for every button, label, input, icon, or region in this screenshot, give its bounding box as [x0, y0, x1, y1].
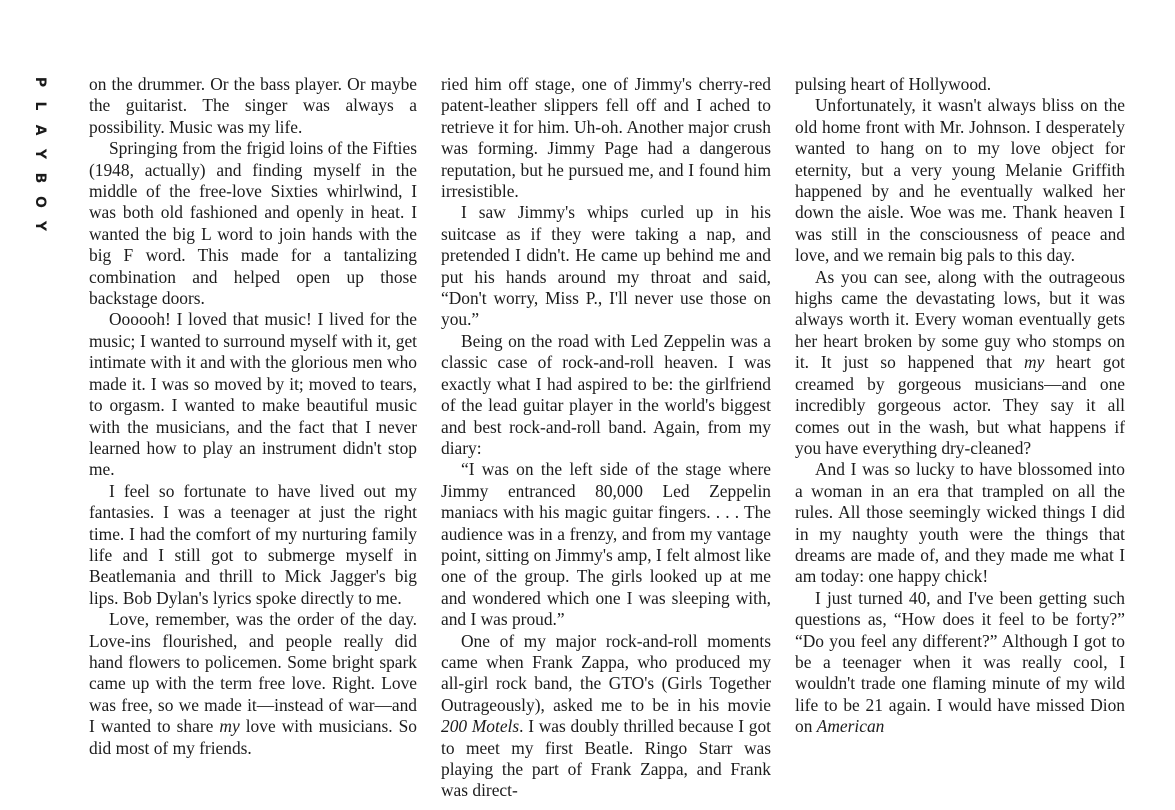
paragraph: As you can see, along with the outrageous highs came the devastating lows, but it was always worth it. Every woman eventually gets her heart broken by some guy who stomps on it. It just so happened that my heart got creamed by gorgeous musicians—and one incredibly gorgeous actor. They say it all comes out in the wash, but what happens if you have everything dry-cleaned? — [795, 266, 1125, 458]
paragraph: I saw Jimmy's whips curled up in his suitcase as if they were taking a nap, and pretended I didn't. He came up behind me and put his hands around my throat and said, “Don't worry, Miss P., I'll never use those on you.” — [441, 202, 771, 330]
masthead-letter: Y — [32, 148, 48, 160]
text-column-1 — [89, 74, 417, 810]
paragraph: on the drummer. Or the bass player. Or maybe the guitarist. The singer was always a possibility. Music was my life. — [89, 74, 417, 137]
paragraph: Love, remember, was the order of the day. Love-ins flourished, and people really did hand flowers to policemen. Some bright spark came up with the term free love. Right. Love was free, so we made it—instead of war—and I wanted to share my love with musicians. So did most of my friends. — [89, 609, 417, 758]
masthead-letter: B — [32, 172, 48, 184]
paragraph: “I was on the left side of the stage where Jimmy entranced 80,000 Led Zeppelin maniacs with his magic guitar fingers. . . . The audience was in a frenzy, and from my vantage point, sitting on Jimmy's amp, I felt almost like one of the group. The girls looked up at me and wondered which one I was sleeping with, and I was proud.” — [441, 459, 771, 630]
masthead-letter: A — [32, 124, 48, 136]
paragraph: Oooooh! I loved that music! I lived for the music; I wanted to surround myself with it, get intimate with it and with the glorious men who made it. I was so moved by it; moved to tears, to orgasm. I wanted to make beautiful music with the musicians, and the fact that I never learned how to play an instrument didn't stop me. — [89, 309, 417, 480]
paragraph: One of my major rock-and-roll moments came when Frank Zappa, who produced my all-girl rock band, the GTO's (Girls Together Outrageously), asked me to be in his movie 200 Motels. I was doubly thrilled because I got to meet my first Beatle. Ringo Starr was playing the part of Frank Zappa, and Frank was direct- — [441, 630, 771, 801]
paragraph: Unfortunately, it wasn't always bliss on the old home front with Mr. Johnson. I desperately wanted to hang on to my love object for eternity, but a very young Melanie Griffith happened by and he eventually walked her down the aisle. Woe was me. Thank heaven I was still in the consciousness of peace and love, and we remain big pals to this day. — [795, 95, 1125, 266]
masthead-letter: Y — [32, 220, 48, 232]
paragraph: And I was so lucky to have blossomed into a woman in an era that trampled on all the rules. All those seemingly wicked things I did in my naughty youth were the things that dreams are made of, and they made me what I am today: one happy chick! — [795, 459, 1125, 587]
paragraph: Being on the road with Led Zeppelin was a classic case of rock-and-roll heaven. I was exactly what I had aspired to be: the girlfriend of the lead guitar player in the world's biggest and best rock-and-roll band. Again, from my diary: — [441, 330, 771, 458]
magazine-masthead-vertical — [28, 70, 52, 238]
paragraph: I just turned 40, and I've been getting such questions as, “How does it feel to be forty?” “Do you feel any different?” Although I got to be a teenager when it was really cool, I wouldn't trade one flaming minute of my wild life to be 21 again. I would have missed Dion on American — [795, 587, 1125, 737]
paragraph: ried him off stage, one of Jimmy's cherry-red patent-leather slippers fell off and I ached to retrieve it for him. Uh-oh. Another major crush was forming. Jimmy Page had a dangerous reputation, but he pursued me, and I found him irresistible. — [441, 74, 771, 202]
paragraph: Springing from the frigid loins of the Fifties (1948, actually) and finding myself in the middle of the free-love Sixties whirlwind, I was both old fashioned and openly in heat. I wanted the big L word to join hands with the big F word. This made for a tantalizing combination and helped open up those backstage doors. — [89, 138, 417, 309]
paragraph: I feel so fortunate to have lived out my fantasies. I was a teenager at just the right time. I had the comfort of my nurturing family life and I still got to submerge myself in Beatlemania and thrill to Mick Jagger's big lips. Bob Dylan's lyrics spoke directly to me. — [89, 480, 417, 608]
masthead-letter: L — [32, 101, 48, 111]
masthead-letter: P — [32, 76, 48, 88]
text-column-2 — [441, 74, 771, 810]
paragraph: pulsing heart of Hollywood. — [795, 74, 992, 94]
masthead-letter: O — [32, 196, 48, 208]
text-column-3 — [795, 74, 1125, 810]
